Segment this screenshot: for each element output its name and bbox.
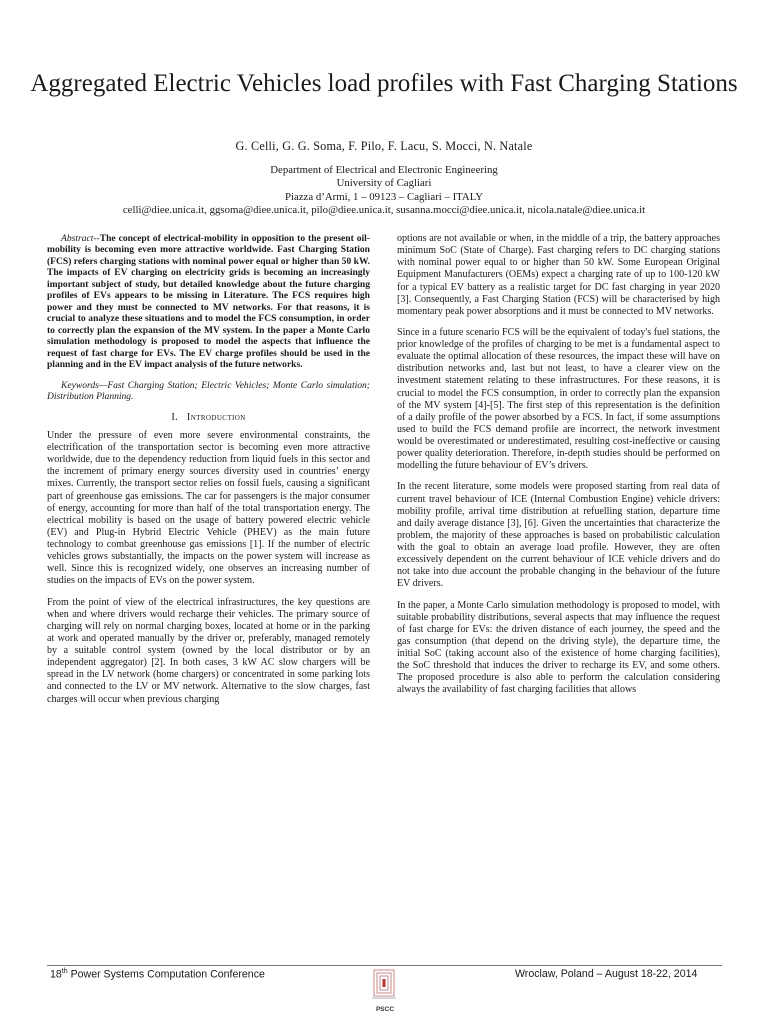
body-paragraph: From the point of view of the electrical infrastructures, the key questions are when and where drivers would recharge their vehicles. The primary source of charging will rely on normal charging boxes, located at home or in the parking at work and operated manually by the driver or, preferably, managed remotely by a suitable control system (owned by the local distributor or by an independent aggregator) [2]. In both cases, 3 kW AC slow chargers will be spread in the LV network (home chargers) or concentrated in some parking lots and connected to the LV or MV network. Alternative to the slow charges, fast charges will occur when previous charging [47,596,370,705]
abstract-label: Abstract-- [61,233,100,244]
right-column [397,233,720,706]
conference-ordinal-suffix: th [61,968,68,975]
affiliation-department: Department of Electrical and Electronic Engineering [270,164,498,176]
affiliation-university: University of Cagliari [336,177,432,190]
body-paragraph: In the recent literature, some models were proposed starting from real data of current travel behaviour of ICE (Internal Combustion Engine) vehicle drivers: mobility profile, arrival time distribution at refuelling station, departure time and daily average distance [3], [6]. Given the uncertainties that characterize the problem, the majority of these approaches is based on probabilistic calculation with the goal to obtain an average load profile. However, they are often excessively dependent on the current behaviour of ICE vehicle drivers and do not take into due account the probable changing in the behaviour of the future EV drivers. [397,481,720,590]
body-paragraph: options are not available or when, in the middle of a trip, the battery approaches minimum SoC (State of Charge). Fast charging refers to DC charging stations with nominal power equal to or higher than 50 kW. Some European Original Equipment Manufacturers (OEMs) expect a charging rate of up to 100-120 kW for a typical EV battery as a realistic target for DC fast charging in year 2020 [3]. Consequently, a Fast Charging Station (FCS) will be characterised by high momentary peak power absorptions and it must be connected to MV networks. [397,233,720,317]
body-paragraph: Under the pressure of even more severe environmental constraints, the electrification of the transportation sector is becoming even more attractive worldwide, due to the dependency reduction from liquid fuels in this sector and the increment of primary energy sources diversity used in countries’ energy mixes. Currently, the transport sector relies on fossil fuels, causing a significant part of greenhouse gas emissions. The car for passengers is the major consumer of energy, accounting for more than half of the total transportation energy. The electrical mobility is based on the usage of battery powered electric vehicle (EV) and Plug-in Hybrid Electric Vehicle (PHEV) as the main future technology to combat greenhouse gas emissions [1]. If the number of electric vehicles grows substantially, the impacts on the power system will increase as well. Since this is recognized widely, one observes an increasing number of studies on the impacts of EVs on the power system. [47,429,370,587]
section-title: Introduction [186,411,246,423]
pscc-logo-icon [368,966,400,1006]
body-paragraph: In the paper, a Monte Carlo simulation methodology is proposed to model, with suitable probability distributions, several aspects that may influence the request of fast charge for EVs: the driven distance of each journey, the speed and the gas consumption (that depend on the driving style), the departure time, the initial SoC (taking account also of the existence of home charging facilities), the SoC threshold that induces the driver to recharge its EV, and some others. The proposed procedure is also able to perform the calculation considering always the availability of fast charging facilities that allows [397,599,720,696]
section-heading [47,412,370,424]
affiliation-block [20,164,748,217]
footer-conference [50,968,265,981]
logo-text: PSCC [375,1006,395,1013]
conference-name: Power Systems Computation Conference [67,968,265,981]
section-number: I. [171,411,179,423]
left-column [47,233,370,715]
author-list: G. Celli, G. G. Soma, F. Pilo, F. Lacu, S. Mocci, N. Natale [235,139,533,153]
paper-title: Aggregated Electric Vehicles load profiles with Fast Charging Stations [30,70,738,97]
affiliation-emails: celli@diee.unica.it, ggsoma@diee.unica.it, pilo@diee.unica.it, susanna.mocci@diee.unica.it, nicola.natale@diee.unica.it [122,203,646,216]
abstract [47,233,370,371]
body-paragraph: Since in a future scenario FCS will be the equivalent of today's fuel stations, the prior knowledge of the profiles of charging to be met is a fundamental aspect to evaluate the optimal allocation of these resources, the impact these will have on distribution networks and, last but not least, to have a clearer view on the investment statement relating to these infrastructures. For these reasons, it is crucial to model the FCS consumption, in order to correctly plan the expansion of the MV system [4]-[5]. The first step of this representation is the definition of a daily profile of the power absorbed by a FCS. In fact, if some assumptions used to build the FCS demand profile are incorrect, the network investment would be overestimated or underestimated, resulting cost-ineffective or causing power quality deterioration. Therefore, in-depth studies should be performed on modelling the future behaviour of EV’s drivers. [397,326,720,472]
keywords: Keywords—Fast Charging Station; Electric Vehicles; Monte Carlo simulation; Distribution Planning. [47,379,370,403]
affiliation-address: Piazza d’Armi, 1 – 09123 – Cagliari – ITALY [284,190,484,203]
footer-location-date: Wroclaw, Poland – August 18-22, 2014 [515,968,698,980]
abstract-text: The concept of electrical-mobility in opposition to the present oil-mobility is becoming even more attractive worldwide. Fast Charging Station (FCS) refers charging stations with nominal power equal or higher than 50 kW. The impacts of EV charging on electricity grids is becoming an increasingly important subject of study, but detailed knowledge about the future charging profiles of EVs appears to be missing in Literature. The FCS requires high power and they must be connected to MV networks. For that reasons, it is crucial to analyze these situations and to model the FCS consumption, in order to correctly plan the expansion of the MV system. In the paper a Monte Carlo simulation methodology is proposed to model the aspects that influence the request of fast charge for EVs. The EV charge profiles should be used in the planning and in the EV impact analysis of the future networks. [47,233,370,371]
conference-ordinal: 18 [50,968,62,981]
